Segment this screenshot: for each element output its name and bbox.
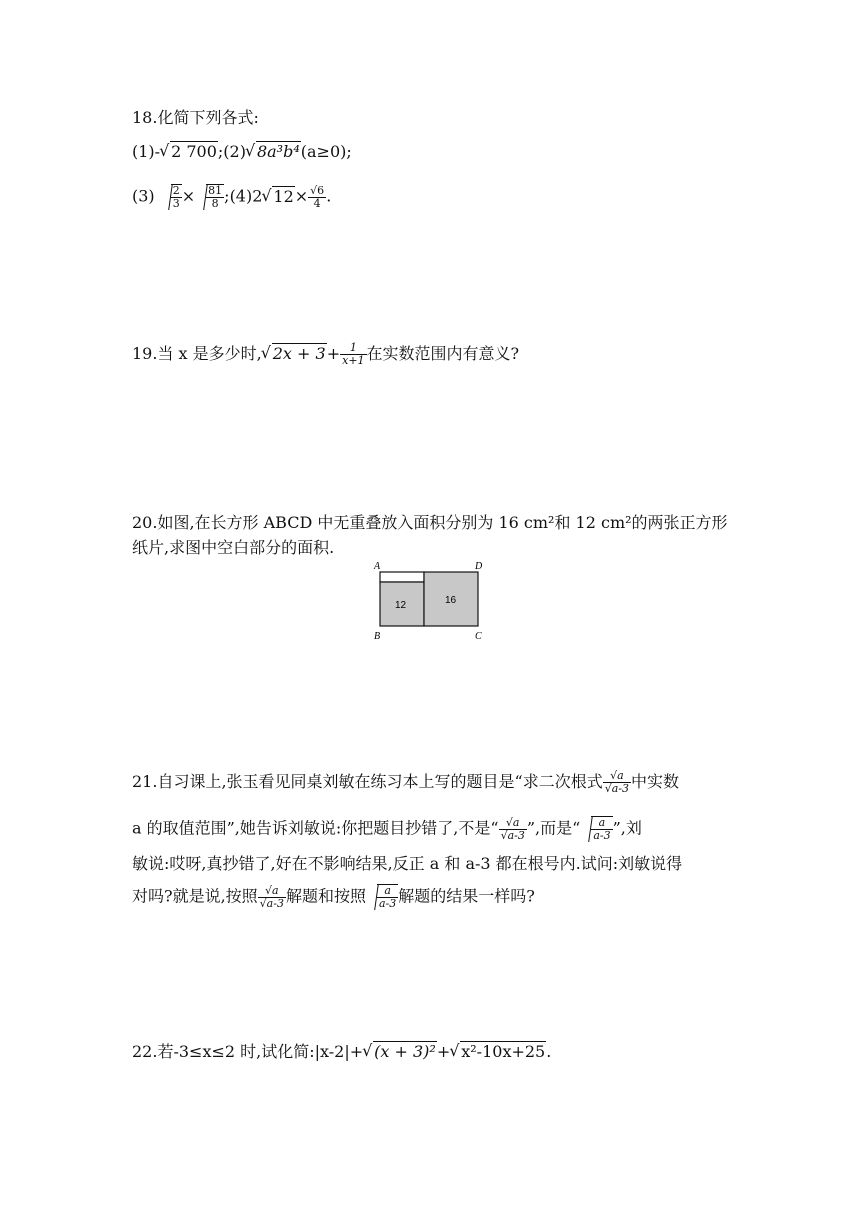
q19-radicand: 2x + 3 [272, 344, 326, 363]
q20-line2: 纸片,求图中空白部分的面积. [132, 538, 335, 557]
q21-line3: 敏说:哎呀,真抄错了,好在不影响结果,反正 a 和 a-3 都在根号内.试问:刘敏说得 [132, 854, 683, 873]
q19-plus: + [326, 344, 341, 363]
q19-frac-num: 1 [340, 342, 366, 355]
label-16: 16 [445, 595, 457, 606]
q21-l1-frac-num: √a [603, 770, 631, 783]
label-c: C [475, 631, 482, 642]
q18-times-1: × [181, 186, 196, 206]
q18-p3-sqrt1 [160, 184, 182, 210]
q21-l2-sqrt [580, 816, 612, 842]
q18-p3-label: (3) [132, 186, 155, 206]
q19 [132, 342, 519, 367]
q21-l2-frac-den: √a-3 [500, 828, 525, 842]
q18-p1-label: (1)- [132, 142, 161, 161]
q19-sqrt [262, 342, 327, 366]
q21-l1-text-a: 21.自习课上,张玉看见同桌刘敏在练习本上写的题目是“求二次根式 [132, 772, 603, 791]
q22-period: . [546, 1042, 552, 1061]
q21-l1-frac-den: √a-3 [604, 782, 630, 795]
q18-p4-frac-num: √6 [310, 183, 325, 197]
q18-parts-1-2 [132, 140, 352, 164]
q21-l4-text-a: 对吗?就是说,按照 [132, 886, 258, 906]
q21-l4-frac2-num: a [377, 885, 398, 898]
q18-p3-sep: ;(4)2 [224, 186, 263, 206]
label-d: D [475, 561, 483, 572]
q21-l4-frac-num: √a [258, 885, 286, 898]
rectangle-figure [372, 558, 488, 644]
q20-line1: 20.如图,在长方形 ABCD 中无重叠放入面积分别为 16 cm²和 12 cm²的两张正方形 [132, 513, 728, 532]
q22-radicand-2: x²-10x+25 [461, 1042, 546, 1061]
q21-l4-text-b: 解题和按照 [285, 886, 366, 906]
q18-p3-frac1-num: 2 [172, 184, 180, 197]
q21-l4-text-c: 解题的结果一样吗? [398, 886, 535, 906]
q21-l4-frac-den: √a-3 [259, 896, 284, 910]
q18-p1-sqrt [160, 140, 218, 164]
q21-l2-text-b: ”,而是“ [526, 818, 581, 838]
q19-frac-den: x+1 [342, 354, 365, 367]
q22-sqrt2 [450, 1040, 546, 1064]
q21-l4-sqrt [366, 884, 398, 910]
q21-l2-frac-num: √a [499, 817, 527, 830]
q18-p4-sqrt [262, 185, 294, 209]
q22-sqrt1 [363, 1040, 437, 1064]
q18-times-2: × [294, 186, 309, 206]
q22-radicand-1: (x + 3)² [374, 1042, 436, 1061]
label-a: A [374, 561, 381, 572]
q18-p1-sep: ;(2) [217, 142, 246, 161]
q19-suffix: 在实数范围内有意义? [366, 344, 520, 363]
q21-l4-frac2-den: a-3 [378, 897, 397, 910]
q18-p2-sqrt [246, 140, 301, 164]
q18-parts-3-4 [132, 184, 331, 210]
q22-prefix: 22.若-3≤x≤2 时,试化简:|x-2|+ [132, 1042, 364, 1061]
q18-period: . [326, 186, 332, 206]
q21-l1-text-b: 中实数 [631, 772, 680, 791]
q18-title: 18.化简下列各式: [132, 108, 259, 127]
q22 [132, 1040, 551, 1064]
q18-p3-frac1-den: 3 [172, 197, 180, 210]
q18-p1-radicand: 2 700 [171, 142, 217, 161]
blank-strip [380, 572, 424, 582]
label-12: 12 [395, 600, 407, 611]
q21-line1 [132, 770, 679, 795]
q21-l2-frac2-num: a [591, 817, 612, 830]
q21-line4 [132, 884, 535, 910]
q18-p3-sqrt2 [195, 184, 224, 210]
q18-p4-radicand: 12 [273, 186, 294, 206]
q21-line2 [132, 816, 642, 842]
q21-l2-text-c: ”,刘 [612, 818, 642, 838]
q18-p4-frac-den: 4 [313, 196, 321, 210]
q18-p3-frac2-num: 81 [208, 184, 223, 197]
q18-p2-radicand: 8a³b⁴ [256, 142, 300, 161]
q21-l2-text-a: a 的取值范围”,她告诉刘敏说:你把题目抄错了,不是“ [132, 818, 499, 838]
q18-p2-condition: (a≥0); [300, 142, 352, 161]
q21-l2-frac2-den: a-3 [593, 829, 611, 842]
q19-prefix: 19.当 x 是多少时, [132, 344, 262, 363]
q18-p3-frac2-den: 8 [211, 197, 219, 210]
label-b: B [374, 631, 381, 642]
q22-plus: + [436, 1042, 451, 1061]
